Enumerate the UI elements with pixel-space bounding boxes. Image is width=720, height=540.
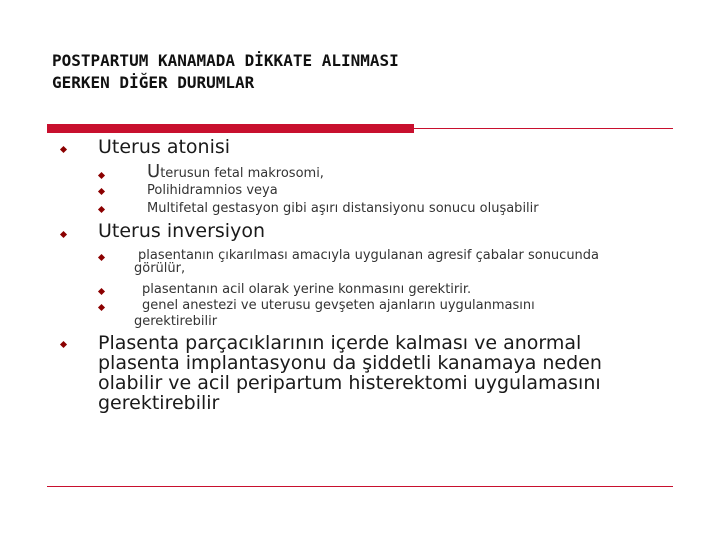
list-item-line-2: görülür,: [134, 261, 186, 276]
diamond-bullet-icon: [60, 231, 67, 238]
top-divider: [47, 124, 673, 134]
diamond-bullet-icon: [60, 341, 67, 348]
paragraph-line: plasenta implantasyonu da şiddetli kanamaya neden: [98, 352, 602, 374]
diamond-bullet-icon: [98, 206, 105, 213]
diamond-bullet-icon: [98, 304, 105, 311]
paragraph-plasenta: [98, 333, 678, 413]
list-item-text: terusun fetal makrosomi,: [160, 166, 324, 181]
paragraph-line: olabilir ve acil peripartum histerektomi uygulamasını: [98, 372, 601, 394]
list-item-initial: U: [147, 161, 161, 182]
bottom-divider: [47, 486, 673, 487]
list-item: Polihidramnios veya: [147, 183, 278, 198]
section-heading-uterus-atonisi: Uterus atonisi: [98, 136, 231, 158]
diamond-bullet-icon: [98, 188, 105, 195]
top-divider-line: [414, 128, 673, 129]
list-item: [147, 161, 324, 182]
list-item: [134, 249, 694, 275]
list-item-line-1: genel anestezi ve uterusu gevşeten ajanların uygulanmasını: [142, 298, 535, 313]
list-item: Multifetal gestasyon gibi aşırı distansiyonu sonucu oluşabilir: [147, 201, 539, 216]
list-item: plasentanın acil olarak yerine konmasını gerektirir.: [142, 282, 472, 297]
diamond-bullet-icon: [60, 146, 67, 153]
title-line-1: POSTPARTUM KANAMADA DİKKATE ALINMASI: [52, 51, 399, 70]
diamond-bullet-icon: [98, 254, 105, 261]
section-heading-uterus-inversiyon: Uterus inversiyon: [98, 220, 265, 242]
list-item-line-2: gerektirebilir: [134, 314, 218, 329]
paragraph-line: gerektirebilir: [98, 392, 220, 414]
list-item-line-1: plasentanın çıkarılması amacıyla uygulanan agresif çabalar sonucunda: [138, 248, 600, 263]
top-divider-bar: [47, 124, 414, 133]
diamond-bullet-icon: [98, 172, 105, 179]
paragraph-line: Plasenta parçacıklarının içerde kalması ve anormal: [98, 332, 582, 354]
title-line-2: GERKEN DİĞER DURUMLAR: [52, 73, 255, 92]
list-item: [134, 299, 694, 328]
diamond-bullet-icon: [98, 288, 105, 295]
slide-title: [52, 50, 672, 94]
